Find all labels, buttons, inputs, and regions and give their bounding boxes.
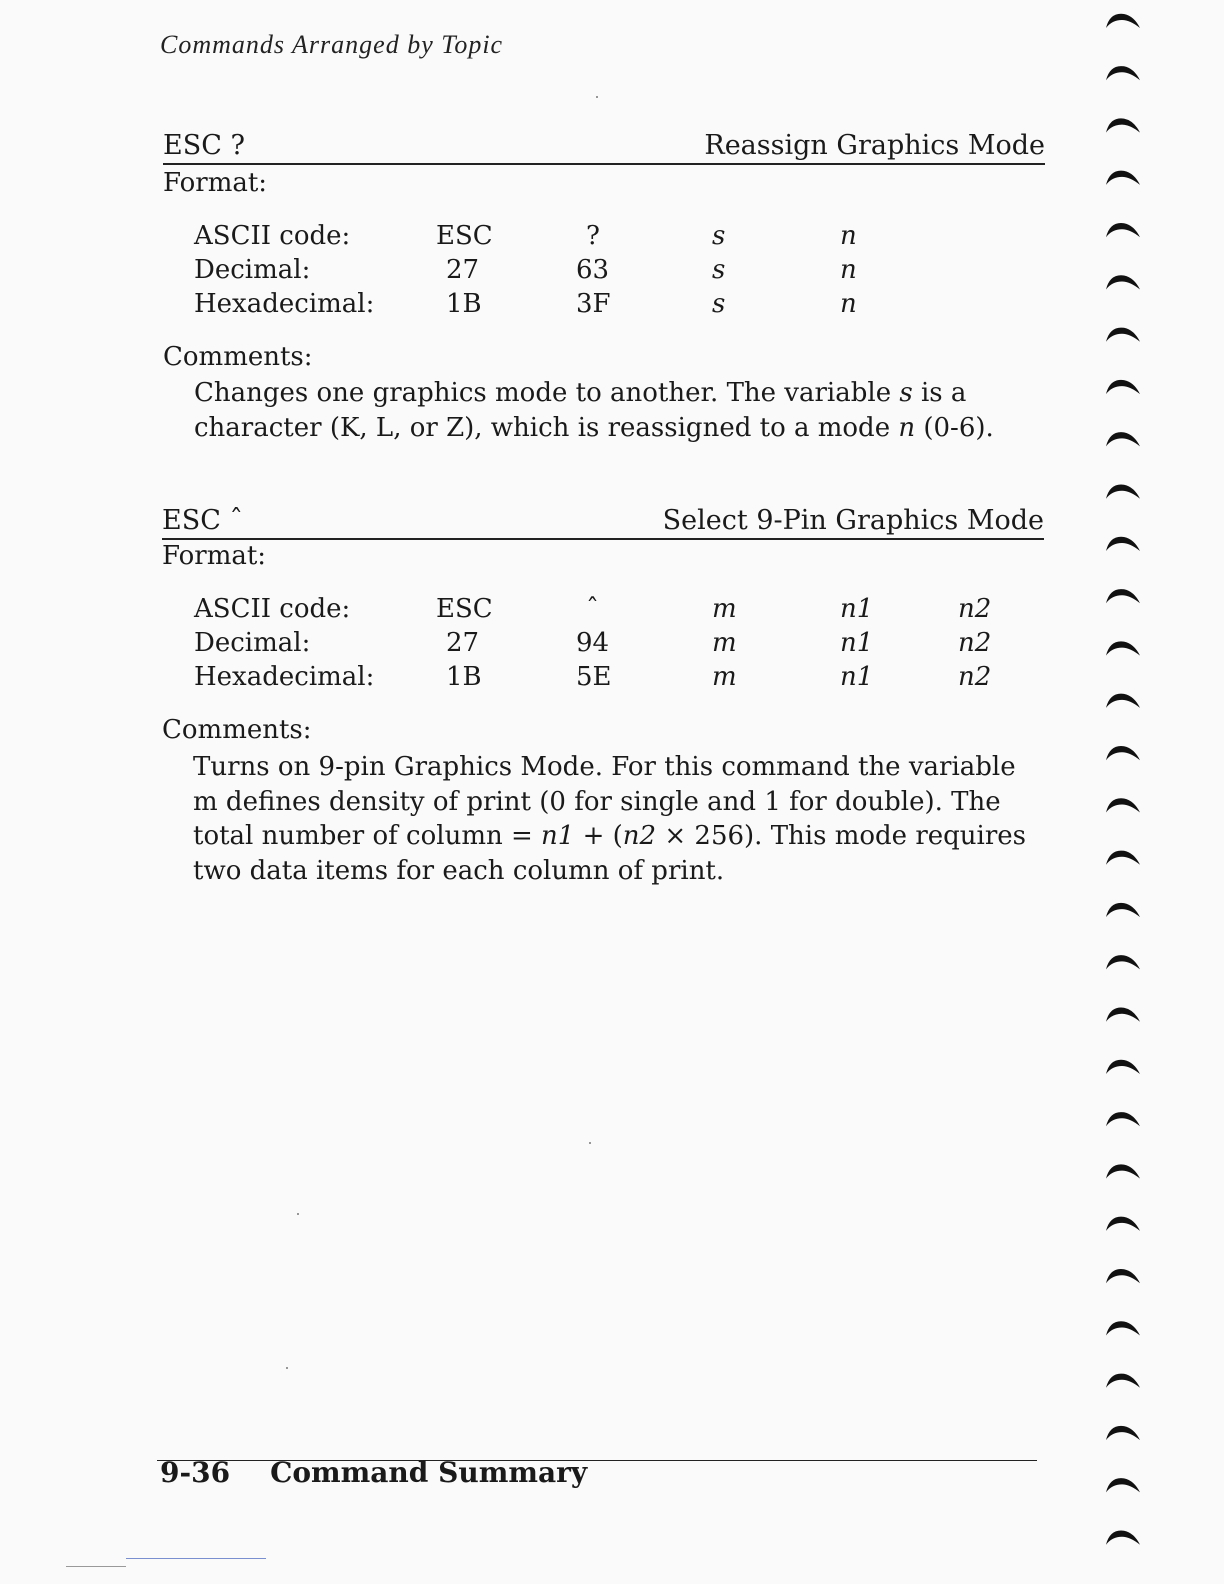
comment-part: × 256). This mode requires two data items for each column of print. — [193, 821, 1026, 886]
row-label: Decimal: — [194, 255, 311, 285]
comments-text — [193, 750, 1028, 888]
scan-artifact-line — [66, 1566, 126, 1567]
binding-ring-icon — [1106, 694, 1140, 708]
binding-ring-icon — [1106, 275, 1140, 289]
row-label: Hexadecimal: — [194, 289, 375, 319]
binding-ring-icon — [1106, 432, 1140, 446]
binding-ring-icon — [1106, 1374, 1140, 1388]
cell: n2 — [958, 628, 992, 658]
binding-ring-icon — [1106, 641, 1140, 655]
variable-n2: n2 — [622, 821, 657, 851]
cell: m — [712, 594, 737, 624]
format-label: Format: — [163, 168, 268, 198]
scan-artifact-line — [126, 1558, 266, 1559]
binding-ring-icon — [1106, 1217, 1140, 1231]
cell: n2 — [958, 594, 992, 624]
scan-speck — [286, 1367, 288, 1369]
comment-part: Turns on 9-pin Graphics Mode. For this command the variable m defines density of print (0 for single and 1 for double). The total number of column = — [193, 752, 1016, 851]
binding-ring-icon — [1106, 1321, 1140, 1335]
comment-part: is a character (K, L, or Z), which is reassigned to a mode — [194, 378, 967, 443]
binding-ring-icon — [1106, 1269, 1140, 1283]
variable-n1: n1 — [541, 821, 575, 851]
cell: n2 — [958, 662, 992, 692]
cell: 27 — [446, 628, 480, 658]
binding-ring-icon — [1106, 328, 1140, 342]
spiral-binding-icon — [1100, 0, 1150, 1584]
variable-s: s — [899, 378, 913, 408]
cell: m — [712, 628, 737, 658]
cell: n — [840, 289, 857, 319]
binding-ring-icon — [1106, 1007, 1140, 1021]
comments-text — [194, 376, 1024, 445]
cell: 5E — [576, 662, 612, 692]
binding-ring-icon — [1106, 14, 1140, 28]
cell: ˆ — [586, 594, 599, 624]
scan-speck — [297, 1213, 299, 1215]
footer-title: Command Summary — [270, 1456, 588, 1489]
binding-ring-icon — [1106, 1112, 1140, 1126]
binding-ring-icon — [1106, 1164, 1140, 1178]
binding-ring-icon — [1106, 955, 1140, 969]
scan-speck — [589, 1142, 591, 1144]
comment-part: Changes one graphics mode to another. The variable — [194, 378, 900, 408]
row-label: ASCII code: — [194, 594, 351, 624]
running-head: Commands Arranged by Topic — [160, 30, 504, 59]
cell: 1B — [446, 289, 482, 319]
cell: m — [712, 662, 737, 692]
row-label: Decimal: — [194, 628, 311, 658]
cell: n1 — [840, 662, 874, 692]
command-name: ESC ˆ — [162, 505, 243, 536]
page-number: 9-36 — [160, 1456, 231, 1489]
binding-ring-icon — [1106, 589, 1140, 603]
cell: n — [840, 255, 857, 285]
section-header-esc-caret — [162, 502, 1044, 540]
cell: 1B — [446, 662, 482, 692]
variable-n: n — [898, 412, 916, 443]
binding-ring-icon — [1106, 903, 1140, 917]
cell: 63 — [576, 255, 610, 285]
binding-ring-icon — [1106, 1426, 1140, 1440]
row-label: ASCII code: — [194, 221, 351, 251]
cell: n1 — [840, 628, 874, 658]
comments-label: Comments: — [162, 715, 312, 745]
command-title: Select 9-Pin Graphics Mode — [662, 505, 1044, 536]
cell: 94 — [576, 628, 610, 658]
section-header-esc-question — [163, 127, 1045, 165]
binding-ring-icon — [1106, 537, 1140, 551]
cell: ESC — [436, 594, 493, 624]
binding-ring-icon — [1106, 1478, 1140, 1492]
cell: n — [840, 221, 857, 251]
binding-ring-icon — [1106, 380, 1140, 394]
binding-ring-icon — [1106, 851, 1140, 865]
binding-ring-icon — [1106, 798, 1140, 812]
binding-ring-icon — [1106, 484, 1140, 498]
comments-label: Comments: — [163, 342, 313, 372]
comment-part: (0-6). — [915, 412, 994, 443]
cell: ? — [586, 221, 600, 251]
cell: 3F — [576, 289, 611, 319]
comment-part: + ( — [574, 821, 623, 851]
scan-speck — [596, 96, 598, 98]
footer — [160, 1456, 587, 1489]
binding-ring-icon — [1106, 223, 1140, 237]
cell: 27 — [446, 255, 480, 285]
cell: s — [712, 289, 726, 319]
cell: ESC — [436, 221, 493, 251]
command-name: ESC ? — [163, 130, 245, 161]
binding-ring-icon — [1106, 1060, 1140, 1074]
binding-ring-icon — [1106, 66, 1140, 80]
binding-ring-icon — [1106, 1530, 1140, 1544]
binding-ring-icon — [1106, 746, 1140, 760]
command-title: Reassign Graphics Mode — [704, 130, 1045, 161]
cell: n1 — [840, 594, 874, 624]
binding-ring-icon — [1106, 171, 1140, 185]
cell: s — [712, 255, 726, 285]
format-label: Format: — [162, 541, 267, 571]
cell: s — [712, 221, 726, 251]
row-label: Hexadecimal: — [194, 662, 375, 692]
binding-ring-icon — [1106, 118, 1140, 132]
